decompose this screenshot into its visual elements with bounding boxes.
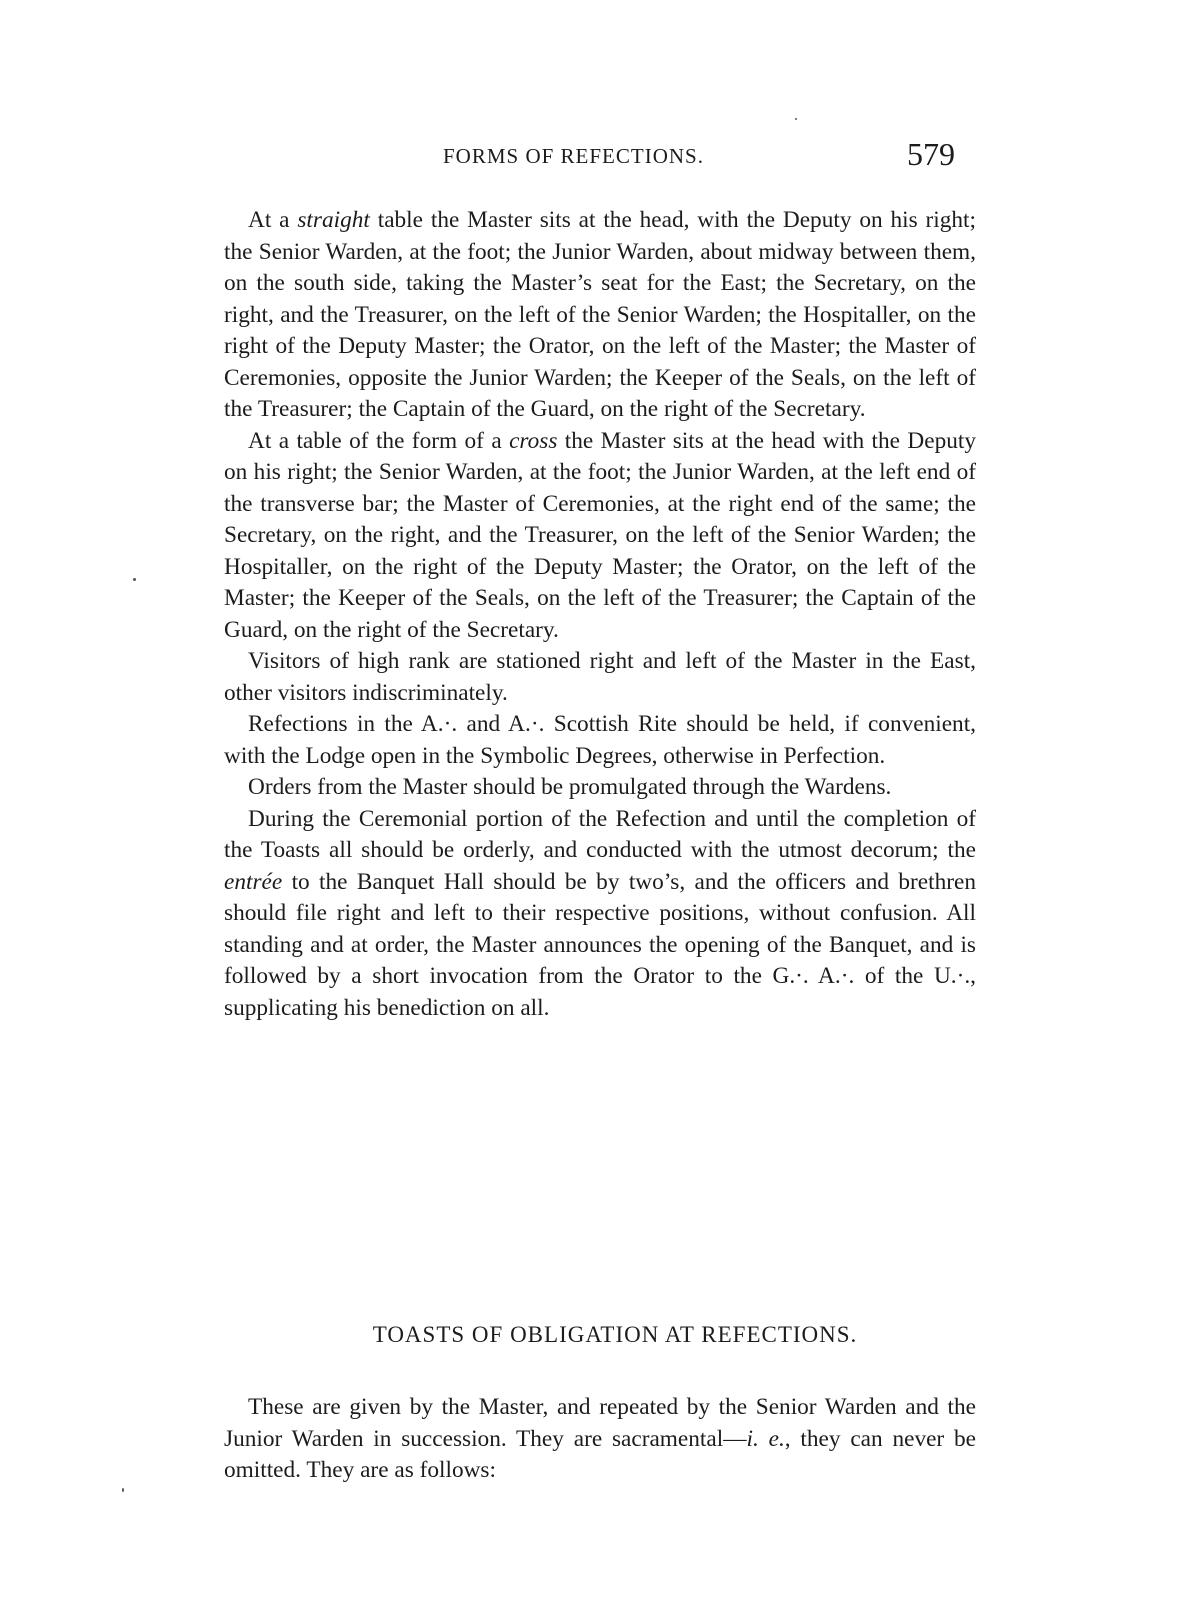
print-speck xyxy=(122,1488,124,1492)
paragraph-refections: Refections in the A.·. and A.·. Scottish Rite should be held, if convenient, with the Lodge open in the Symbolic Degrees, otherwise in Perfection. xyxy=(224,711,976,769)
print-speck xyxy=(133,578,136,581)
print-speck xyxy=(795,118,797,120)
paragraph-text: table the Master sits at the head, with the Deputy on his right; the Senior Warden, at the foot; the Junior Warden, about midway between them, on the south side, taking the Master’s seat for the East; the Secretary, on the right, and the Treasurer, on the left of the Senior Warden; the Hospitaller, on the right of the Deputy Master; the Orator, on the left of the Master; the Master of Ceremonies, opposite the Junior Warden; the Keeper of the Seals, on the left of the Treasurer; the Captain of the Guard, on the right of the Secretary. xyxy=(224,207,976,422)
paragraph-toasts xyxy=(224,1392,976,1487)
emphasis: entrée xyxy=(224,868,283,895)
emphasis: straight xyxy=(297,207,370,233)
running-title: FORMS OF REFECTIONS. xyxy=(443,144,704,168)
body-text xyxy=(224,205,976,1024)
paragraph-ceremonial xyxy=(224,804,976,1025)
paragraph-text: During the Ceremonial portion of the Refection and until the completion of the Toasts all should be orderly, and conducted with the utmost decorum; the xyxy=(224,805,976,863)
emphasis: i. e. xyxy=(746,1425,785,1452)
paragraph-text: These are given by the Master, and repeated by the Senior Warden and the Junior Warden in succession. They are sacramental— xyxy=(224,1394,976,1452)
paragraph-straight-table xyxy=(224,205,976,426)
paragraph-cross-table xyxy=(224,426,976,647)
paragraph-text: the Master sits at the head with the Deputy on his right; the Senior Warden, at the foot; the Junior Warden, at the left end of the transverse bar; the Master of Ceremonies, at the right end of the same; the Secretary, on the right, and the Treasurer, on the left of the Senior Warden; the Hospitaller, on the right of the Deputy Master; the Orator, on the left of the Master; the Keeper of the Seals, on the left of the Treasurer; the Captain of the Guard, on the right of the Secretary. xyxy=(224,427,976,643)
running-head xyxy=(0,136,1200,176)
paragraph-orders: Orders from the Master should be promulgated through the Wardens. xyxy=(248,774,892,800)
page-number: 579 xyxy=(907,136,955,172)
paragraph-visitors: Visitors of high rank are stationed right and left of the Master in the East, other visitors indiscriminately. xyxy=(224,648,976,706)
emphasis: cross xyxy=(509,427,558,454)
paragraph-text: , they can never be omitted. They are as follows: xyxy=(224,1425,976,1483)
paragraph-text: At a xyxy=(248,207,298,233)
section-text xyxy=(224,1392,976,1487)
section-heading: TOASTS OF OBLIGATION AT REFECTIONS. xyxy=(372,1322,858,1347)
paragraph-text: At a table of the form of a xyxy=(248,427,510,454)
paragraph-text: to the Banquet Hall should be by two’s, and the officers and brethren should file right and left to their respective positions, without confusion. All standing and at order, the Master announces the opening of the Banquet, and is followed by a short invocation from the Orator to the G.·. A.·. of the U.·., supplicating his benediction on all. xyxy=(224,868,976,1021)
